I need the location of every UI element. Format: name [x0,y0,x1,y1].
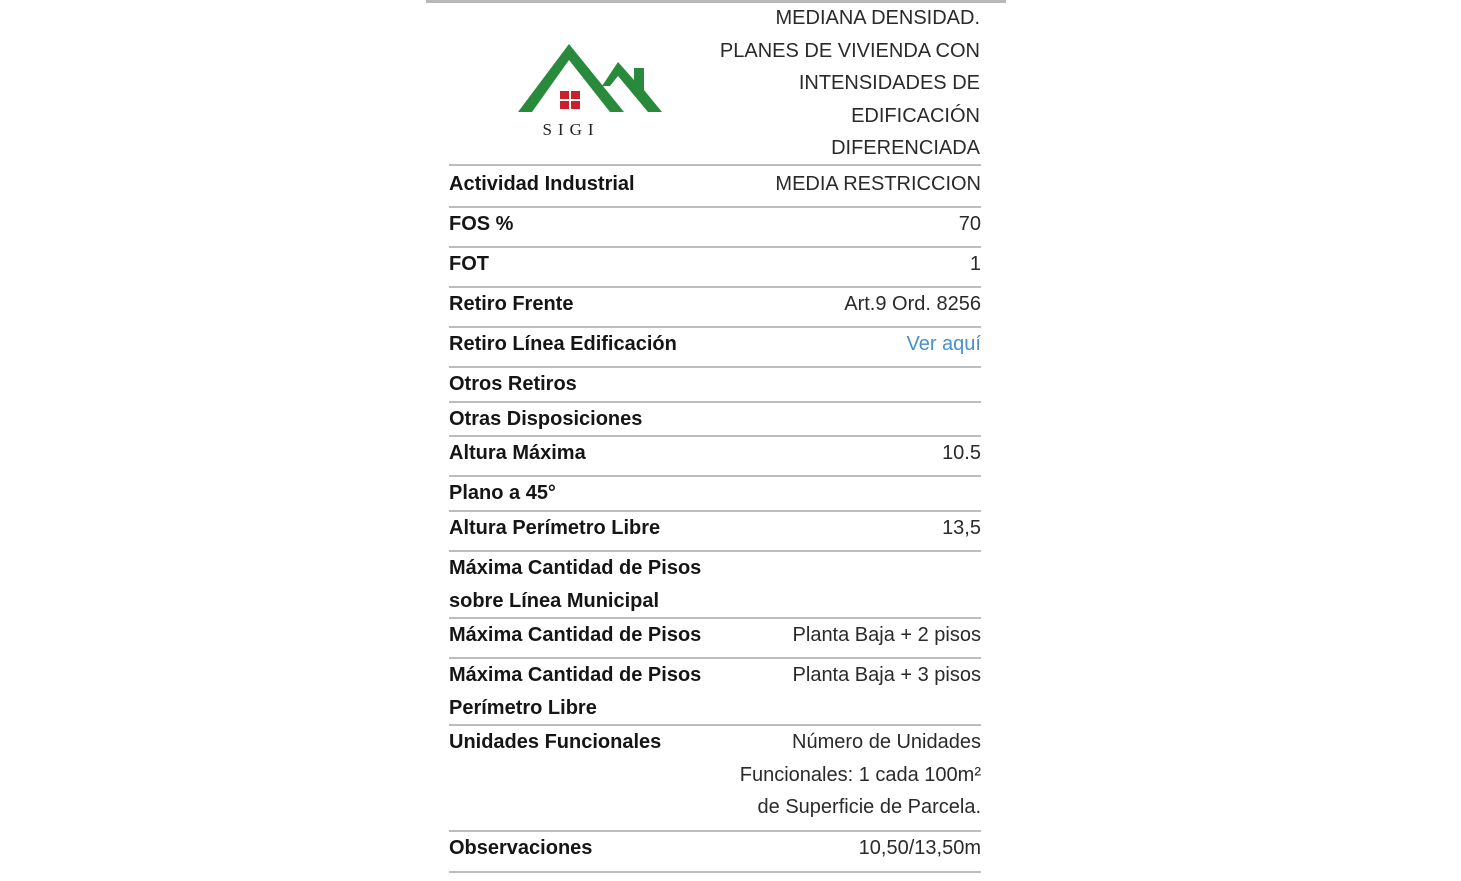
row-label-line: Máxima Cantidad de Pisos [449,664,702,686]
row-value: 70 [958,213,981,235]
row-label: Retiro Línea Edificación [449,333,677,355]
logo-text: SIGI [542,120,600,139]
zone-description-line: EDIFICACIÓN [851,104,980,127]
row-label-line: Máxima Cantidad de Pisos [449,557,702,579]
table-row [449,368,981,403]
row-label-line: sobre Línea Municipal [449,589,660,612]
table-row [449,832,981,873]
row-label: Plano a 45° [449,482,556,504]
table-row [449,619,981,659]
row-value-line: Número de Unidades [792,731,981,753]
row-value: 10.5 [942,442,981,464]
zone-description-line: MEDIANA DENSIDAD. [775,7,980,29]
table-row [449,477,981,512]
row-value: MEDIA RESTRICCION [775,173,981,195]
table-row [449,512,981,552]
row-label: Retiro Frente [449,293,574,315]
table-row [449,328,981,368]
table-row [449,403,981,437]
zone-description [700,2,980,165]
table-row [449,437,981,477]
row-label: Actividad Industrial [449,173,635,195]
row-value: Art.9 Ord. 8256 [844,293,981,315]
zone-description-line: INTENSIDADES DE [798,72,980,94]
table-row [449,288,981,328]
table-row [449,208,981,248]
row-label [449,659,719,724]
row-label [449,552,719,617]
row-label: Altura Perímetro Libre [449,517,661,539]
row-value: 13,5 [942,517,981,539]
row-label-line: Perímetro Libre [449,696,597,719]
row-value: Planta Baja + 2 pisos [792,624,981,646]
row-value [719,726,981,824]
sigi-logo-house-icon [512,40,668,120]
row-label: Otras Disposiciones [449,408,643,430]
table-row [449,726,981,832]
sigi-logo [512,40,668,144]
row-value-line: de Superficie de Parcela. [757,796,981,818]
row-value: 1 [969,253,981,275]
row-label: Observaciones [449,837,593,859]
table-row [449,248,981,288]
row-label: Unidades Funcionales [449,731,662,753]
row-label: Otros Retiros [449,373,577,395]
row-label: Máxima Cantidad de Pisos [449,624,702,646]
row-label: FOT [449,253,489,275]
zone-description-line: PLANES DE VIVIENDA CON [719,39,980,62]
row-value-line: Funcionales: 1 cada 100m² [739,763,981,786]
row-label: Altura Máxima [449,442,586,464]
ver-aqui-link[interactable]: Ver aquí [906,333,981,355]
table-row [449,552,981,619]
table-row [449,166,981,208]
zone-description-line: DIFERENCIADA [831,137,980,159]
row-label: FOS % [449,213,514,235]
table-row [449,659,981,726]
row-value: Planta Baja + 3 pisos [792,664,981,686]
row-value: 10,50/13,50m [858,837,981,859]
